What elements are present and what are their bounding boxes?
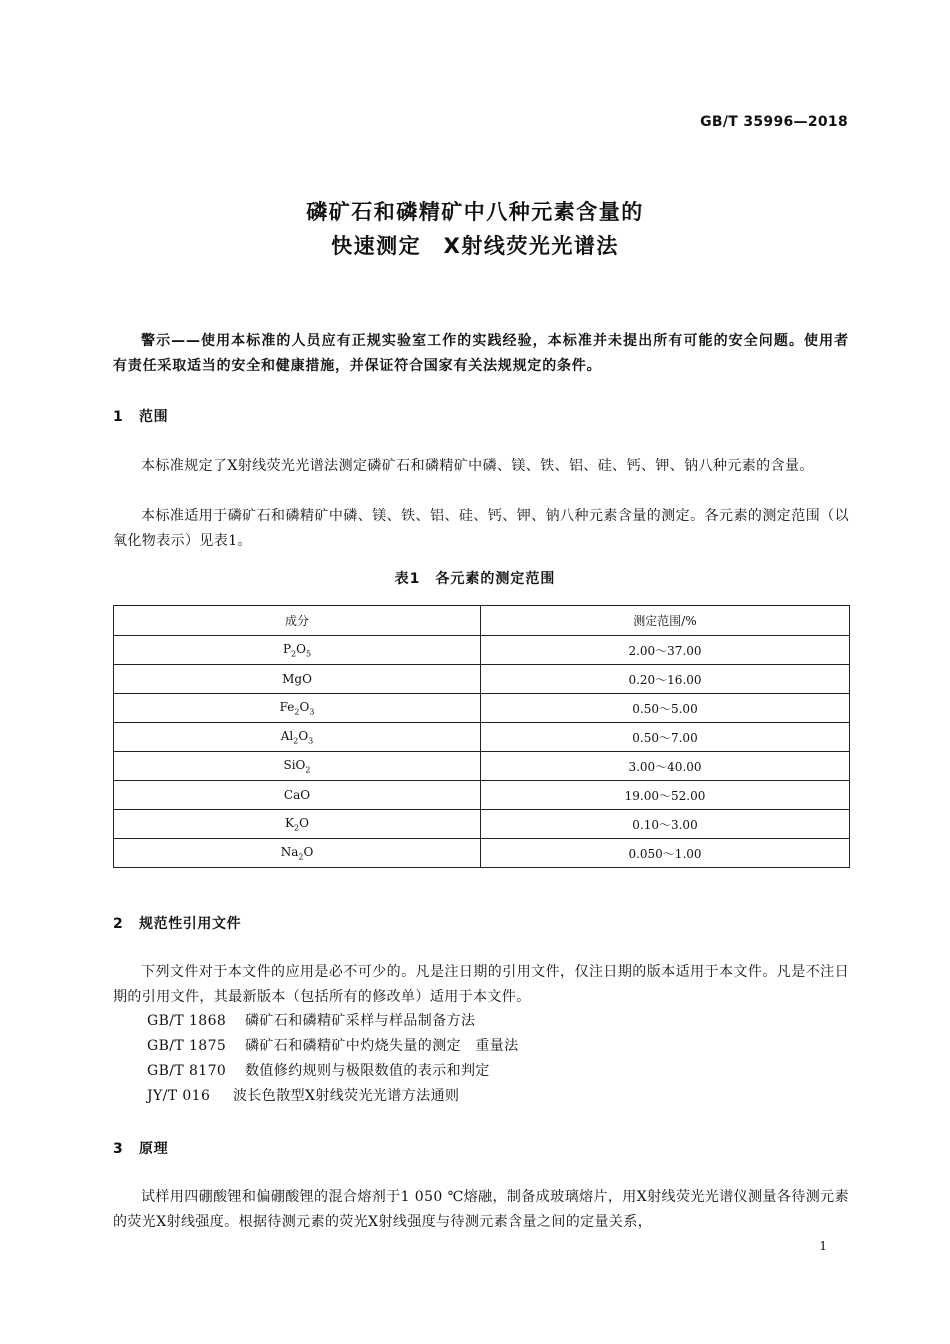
range-cell: 2.00～37.00 <box>481 636 850 665</box>
table-header-component: 成分 <box>114 606 481 636</box>
table1 <box>113 605 850 868</box>
component-cell <box>114 839 481 868</box>
reference-item <box>147 1010 475 1030</box>
formula-part: O <box>298 728 309 743</box>
formula-part: 2 <box>294 707 300 717</box>
formula-part: O <box>299 815 309 830</box>
document-title-line1: 磷矿石和磷精矿中八种元素含量的 <box>306 200 644 224</box>
reference-item <box>147 1035 519 1055</box>
reference-code: GB/T 1875 <box>147 1038 227 1054</box>
table-row <box>114 810 850 839</box>
formula-part: CaO <box>283 788 311 802</box>
section2-number: 2 <box>113 916 124 932</box>
table-row <box>114 665 850 694</box>
section3-paragraph1: 试样用四硼酸锂和偏硼酸锂的混合熔剂于1 050 ℃熔融，制备成玻璃熔片，用X射线荧光光谱仪测量各待测元素的荧光X射线强度。根据待测元素的荧光X射线强度与待测元素含量之间的定量关系， <box>113 1189 849 1230</box>
reference-title: 磷矿石和磷精矿采样与样品制备方法 <box>245 1013 476 1029</box>
section1-paragraph1: 本标准规定了X射线荧光光谱法测定磷矿石和磷精矿中磷、镁、铁、铝、硅、钙、钾、钠八种元素的含量。 <box>141 458 814 474</box>
formula-part: 3 <box>309 707 315 717</box>
document-title-line2: 快速测定 X射线荧光光谱法 <box>331 234 619 258</box>
range-cell: 19.00～52.00 <box>481 781 850 810</box>
table-row <box>114 839 850 868</box>
section3-title: 原理 <box>139 1141 169 1157</box>
reference-code: GB/T 1868 <box>147 1013 227 1029</box>
formula-part: MgO <box>282 672 312 686</box>
section2-title: 规范性引用文件 <box>139 916 242 932</box>
reference-title: 磷矿石和磷精矿中灼烧失量的测定 重量法 <box>245 1038 519 1054</box>
reference-code: GB/T 8170 <box>147 1063 227 1079</box>
standard-code: GB/T 35996—2018 <box>700 114 848 130</box>
warning-paragraph: 警示——使用本标准的人员应有正规实验室工作的实践经验，本标准并未提出所有可能的安全问题。使用者有责任采取适当的安全和健康措施，并保证符合国家有关法规规定的条件。 <box>113 333 849 374</box>
component-cell <box>114 694 481 723</box>
reference-code: JY/T 016 <box>147 1088 211 1104</box>
formula-part: 2 <box>293 736 299 746</box>
section2-paragraph1: 下列文件对于本文件的应用是必不可少的。凡是注日期的引用文件，仅注日期的版本适用于本文件。凡是不注日期的引用文件，其最新版本（包括所有的修改单）适用于本文件。 <box>113 964 849 1005</box>
table-row <box>114 752 850 781</box>
formula-part: Al <box>280 728 294 743</box>
formula-part: 5 <box>305 649 312 659</box>
table-row <box>114 636 850 665</box>
section1-number: 1 <box>113 409 124 425</box>
table-header-range: 测定范围/% <box>481 606 850 636</box>
range-cell: 3.00～40.00 <box>481 752 850 781</box>
section1-heading <box>113 406 168 426</box>
formula-part: 2 <box>291 649 297 659</box>
component-cell <box>114 723 481 752</box>
table-header-row <box>114 606 850 636</box>
table-row <box>114 694 850 723</box>
formula-part: 2 <box>305 765 311 775</box>
reference-item <box>147 1085 459 1105</box>
range-cell: 0.50～7.00 <box>481 723 850 752</box>
section1-title: 范围 <box>139 409 169 425</box>
formula-part: 2 <box>294 823 300 833</box>
component-cell <box>114 665 481 694</box>
reference-item <box>147 1060 490 1080</box>
formula-part: 3 <box>308 736 314 746</box>
table-row <box>114 781 850 810</box>
formula-part: Na <box>280 844 299 859</box>
formula-part: K <box>285 815 295 830</box>
formula-part: O <box>296 641 306 656</box>
range-cell: 0.50～5.00 <box>481 694 850 723</box>
formula-part: 2 <box>298 852 304 862</box>
formula-part: Fe <box>279 699 295 714</box>
formula-part: SiO <box>283 757 306 772</box>
formula-part: P <box>282 641 292 656</box>
range-cell: 0.10～3.00 <box>481 810 850 839</box>
component-cell <box>114 636 481 665</box>
range-cell: 0.050～1.00 <box>481 839 850 868</box>
section2-heading <box>113 913 241 933</box>
reference-title: 数值修约规则与极限数值的表示和判定 <box>245 1063 490 1079</box>
reference-title: 波长色散型X射线荧光光谱方法通则 <box>233 1088 460 1104</box>
range-cell: 0.20～16.00 <box>481 665 850 694</box>
component-cell <box>114 781 481 810</box>
section3-number: 3 <box>113 1141 124 1157</box>
table-row <box>114 723 850 752</box>
table1-caption: 表1 各元素的测定范围 <box>394 571 556 587</box>
formula-part: O <box>299 699 310 714</box>
formula-part: O <box>303 844 314 859</box>
component-cell <box>114 810 481 839</box>
page-number: 1 <box>819 1239 827 1253</box>
section1-paragraph2: 本标准适用于磷矿石和磷精矿中磷、镁、铁、铝、硅、钙、钾、钠八种元素含量的测定。各元素的测定范围（以氧化物表示）见表1。 <box>113 508 849 549</box>
section3-heading <box>113 1138 168 1158</box>
component-cell <box>114 752 481 781</box>
